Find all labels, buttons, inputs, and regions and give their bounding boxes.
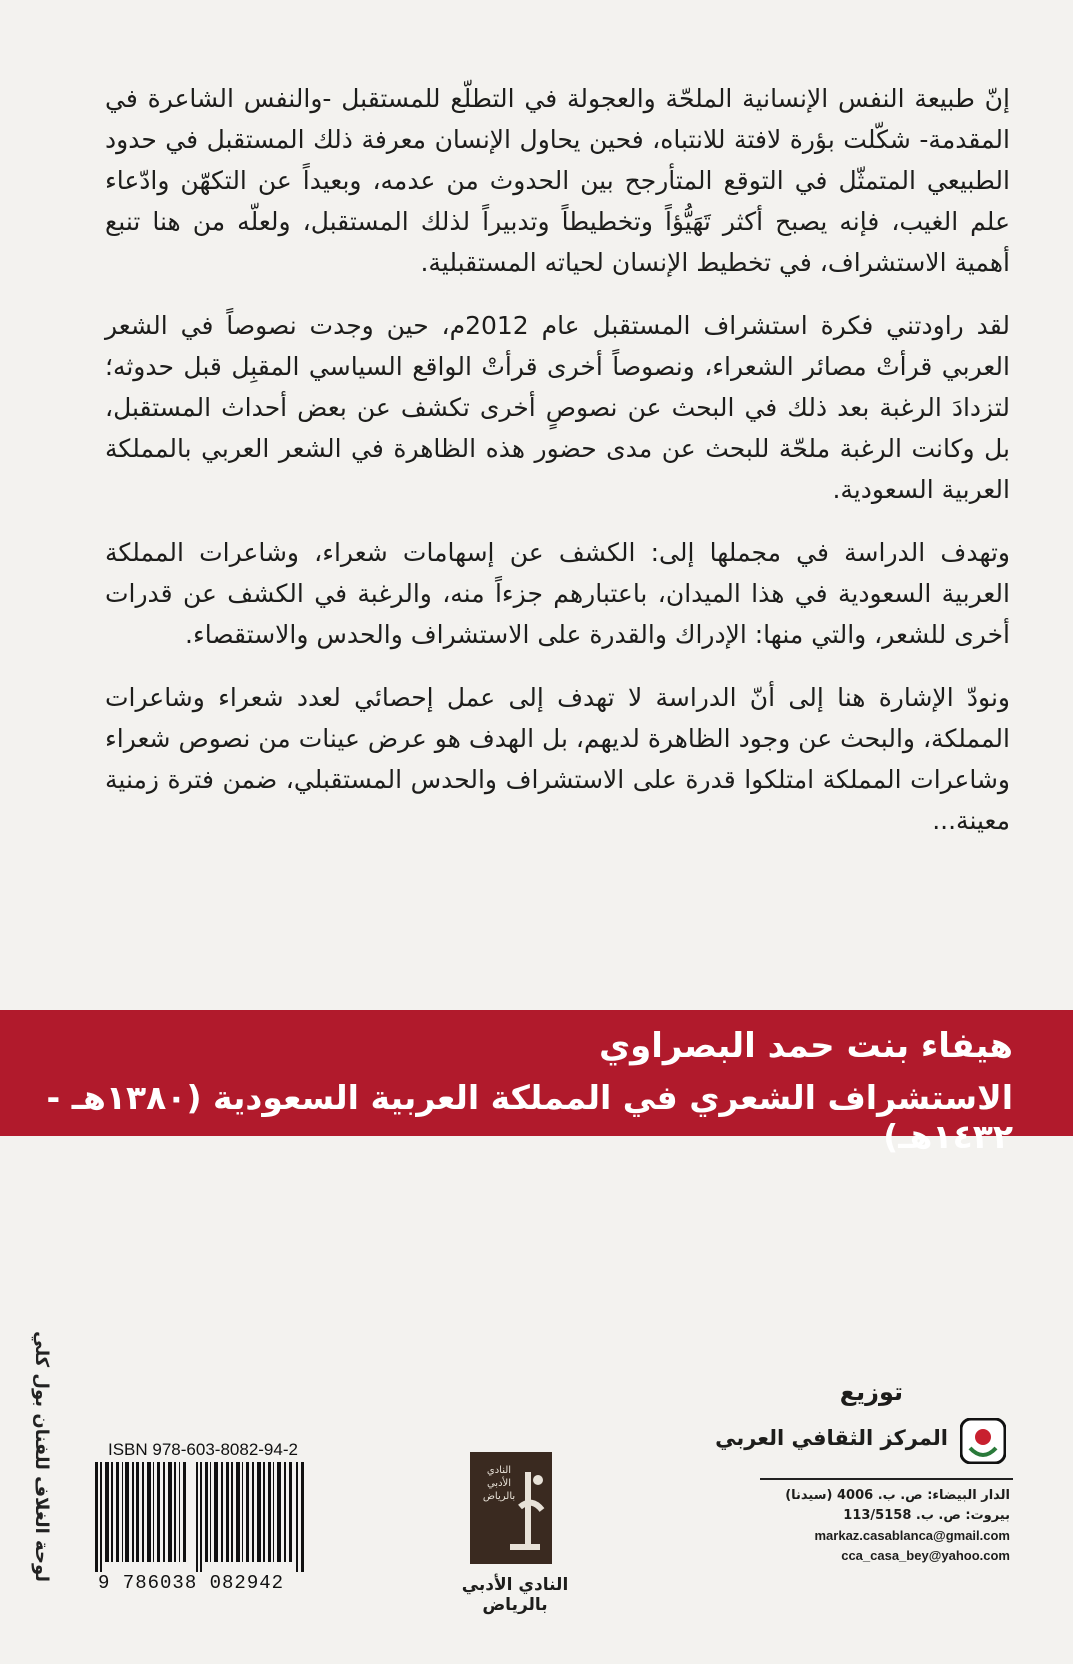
publisher-logo-text: النادي الأدبي بالرياض bbox=[482, 1465, 516, 1502]
author-name: هيفاء بنت حمد البصراوي bbox=[598, 1026, 1013, 1066]
contact-beirut: بيروت: ص. ب. 113/5158 bbox=[843, 1508, 1010, 1523]
blurb-paragraph-1: إنّ طبيعة النفس الإنسانية الملحّة والعجولة في التطلّع للمستقبل -والنفس الشاعرة في المقدمة- شكّلت بؤرة لافتة للانتباه، فحين يحاول الإنسان معرفة ذلك المستقبل في حدود الطبيعي المتمثّل في التوقع المتأرجح بين الحدوث من عدمه، وبعيداً عن التكهّن وادّعاء علم الغيب، فإنه يصبح أكثر تَهَيُّؤاً وتخطيطاً وتدبيراً لذلك المستقبل، ولعلّه من هنا تنبع أهمية الاستشراف، في تخطيط الإنسان لحياته المستقبلية. bbox=[105, 84, 1010, 277]
isbn-label: ISBN 978-603-8082-94-2 bbox=[108, 1440, 298, 1459]
contact-casablanca: الدار البيضاء: ص. ب. 4006 (سيدنا) bbox=[785, 1488, 1010, 1503]
back-cover-blurb bbox=[105, 78, 1010, 863]
blurb-paragraph-4: ونودّ الإشارة هنا إلى أنّ الدراسة لا تهدف إلى عمل إحصائي لعدد شعراء وشاعرات المملكة، والبحث عن وجود الظاهرة لديهم، بل الهدف هو عرض عينات من نصوص شعراء وشاعرات المملكة امتلكوا قدرة على الاستشراف والحدس المستقبلي، ضمن فترة زمنية معينة... bbox=[105, 683, 1010, 835]
contact-email-yahoo: cca_casa_bey@yahoo.com bbox=[841, 1548, 1010, 1563]
distributor-divider bbox=[760, 1478, 1013, 1480]
distributor-contact bbox=[750, 1486, 1010, 1566]
barcode-number: 9 786038 082942 bbox=[98, 1572, 285, 1594]
cover-art-credit: لوحة الغلاف للفنان بول كلي bbox=[31, 1331, 52, 1582]
publisher-name: النادي الأدبي بالرياض bbox=[461, 1575, 569, 1615]
title-band bbox=[0, 1010, 1073, 1156]
distributor-logo-icon bbox=[960, 1418, 1006, 1464]
blurb-paragraph-3: وتهدف الدراسة في مجملها إلى: الكشف عن إسهامات شعراء، وشاعرات المملكة العربية السعودية في هذا الميدان، باعتبارهم جزءاً منه، والرغبة في الكشف عن قدرات أخرى للشعر، والتي منها: الإدراك والقدرة على الاستشراف والحدس والاستقصاء. bbox=[105, 538, 1010, 649]
distributor-name: المركز الثقافي العربي bbox=[715, 1426, 948, 1450]
blurb-paragraph-2: لقد راودتني فكرة استشراف المستقبل عام 2012م، حين وجدت نصوصاً في الشعر العربي قرأتْ مصائر الشعراء، ونصوصاً أخرى قرأتْ الواقع السياسي المقبِل قبل حدوثه؛ لتزدادَ الرغبة بعد ذلك في البحث عن نصوصٍ أخرى تكشف عن بعض أحداث المستقبل، بل وكانت الرغبة ملحّة للبحث عن مدى حضور هذه الظاهرة في الشعر العربي بالمملكة العربية السعودية. bbox=[105, 311, 1010, 504]
barcode-graphic bbox=[95, 1462, 305, 1572]
publisher-mark-icon bbox=[470, 1452, 552, 1564]
distribution-label: توزيع bbox=[839, 1378, 903, 1406]
book-title: الاستشراف الشعري في المملكة العربية السعودية (١٣٨٠هـ - ١٤٣٢هـ) bbox=[46, 1078, 1013, 1156]
publisher-logo bbox=[470, 1452, 552, 1564]
contact-email-gmail: markaz.casablanca@gmail.com bbox=[814, 1528, 1010, 1543]
